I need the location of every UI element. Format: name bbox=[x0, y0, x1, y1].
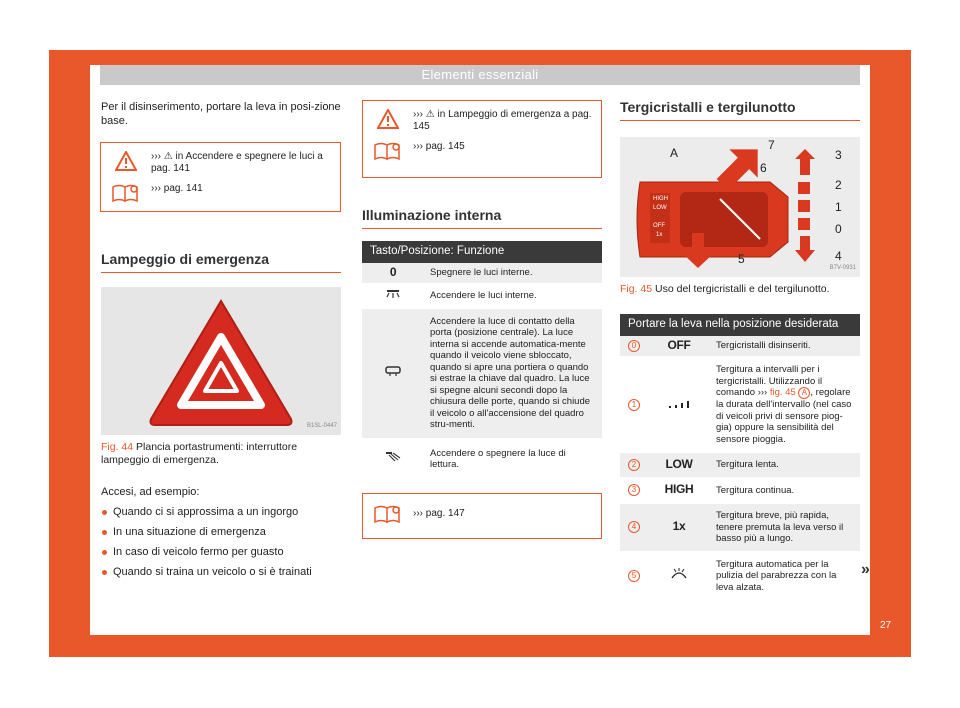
list-item: Quando si traina un veicolo o si è trainati bbox=[101, 565, 341, 579]
note-box bbox=[362, 493, 602, 539]
figure-label-1: 1 bbox=[835, 200, 842, 214]
figure-link[interactable]: fig. 45 bbox=[769, 387, 796, 398]
table-row: 4 1x Tergitura breve, più rapida, tenere premuta la leva verso il basso più a lungo. bbox=[620, 503, 860, 552]
warning-triangle-icon bbox=[101, 151, 151, 171]
stalk-label-high: HIGH bbox=[653, 196, 668, 202]
stalk-label-1x: 1x bbox=[656, 232, 663, 238]
book-note-icon bbox=[101, 183, 151, 203]
intermittent-icon bbox=[648, 357, 710, 452]
table-row: 0 Spegnere le luci interne. bbox=[362, 263, 602, 285]
column-left bbox=[101, 100, 341, 585]
figure-label-6: 6 bbox=[760, 161, 767, 175]
book-note-icon bbox=[363, 141, 413, 161]
figure-label-3: 3 bbox=[835, 148, 842, 162]
examples-intro: Accesi, ad esempio: bbox=[101, 486, 200, 498]
position-badge: 2 bbox=[628, 459, 640, 471]
wiper-positions-table bbox=[620, 314, 860, 601]
interior-light-table bbox=[362, 241, 602, 481]
figure-code: B7V-0931 bbox=[829, 265, 856, 271]
position-badge: 4 bbox=[628, 521, 640, 533]
figure-label-4: 4 bbox=[835, 249, 842, 263]
figure-ref-badge: A bbox=[798, 387, 810, 399]
note-reference[interactable]: ››› pag. 145 bbox=[413, 141, 465, 152]
table-row: Accendere o spegnere la luce di lettura. bbox=[362, 439, 602, 480]
table-header: Tasto/Posizione: Funzione bbox=[362, 241, 602, 263]
figure-label-7: 7 bbox=[768, 138, 775, 152]
column-right bbox=[620, 100, 860, 601]
figure-label-5: 5 bbox=[738, 252, 745, 266]
warning-reference[interactable]: ››› ⚠ in Accendere e spegnere le luci a pag. 141 bbox=[151, 151, 323, 174]
table-row: 5 Tergitura automatica per la pulizia del parabrezza con la leva alzata. bbox=[620, 552, 860, 601]
book-note-icon bbox=[363, 504, 413, 524]
position-badge: 0 bbox=[628, 340, 640, 352]
table-row: 3 HIGH Tergitura continua. bbox=[620, 478, 860, 504]
wiper-stalk-illustration bbox=[620, 137, 860, 277]
position-badge: 1 bbox=[628, 399, 640, 411]
bullet-list bbox=[101, 505, 341, 579]
section-title-hazard: Lampeggio di emergenza bbox=[101, 252, 341, 273]
column-middle bbox=[362, 100, 602, 539]
list-item: Quando ci si approssima a un ingorgo bbox=[101, 505, 341, 519]
table-row: Accendere le luci interne. bbox=[362, 284, 602, 308]
door-icon bbox=[362, 308, 424, 439]
section-title-wipers: Tergicristalli e tergilunotto bbox=[620, 100, 860, 121]
figure-label-2: 2 bbox=[835, 178, 842, 192]
high-symbol: HIGH bbox=[664, 482, 694, 496]
position-badge: 3 bbox=[628, 484, 640, 496]
figure-hazard-switch bbox=[101, 287, 341, 435]
figure-label-0: 0 bbox=[835, 222, 842, 236]
stalk-label-off: OFF bbox=[653, 223, 665, 229]
table-header: Portare la leva nella posizione desiderata bbox=[620, 314, 860, 336]
warning-box bbox=[100, 142, 341, 212]
section-title-interior-light: Illuminazione interna bbox=[362, 208, 602, 229]
table-row: 0 OFF Tergicristalli disinseriti. bbox=[620, 336, 860, 358]
running-header: Elementi essenziali bbox=[100, 65, 860, 85]
figure-caption: Fig. 45 Uso del tergicristalli e del tergilunotto. bbox=[620, 283, 830, 295]
note-reference[interactable]: ››› pag. 147 bbox=[413, 507, 465, 519]
table-row: Accendere la luce di contatto della porta (posizione centrale). La luce interna si accende automatica-mente quando il veicolo viene sbloccato, quando si apre una portiera o quando si estrae la chiave dal quadro. La luce si spegne alcuni secondi dopo la chiusura delle porte, quando si chiude il veicolo o all'accensione del quadro stru-menti. bbox=[362, 308, 602, 439]
warning-triangle-icon bbox=[363, 109, 413, 129]
list-item: In caso di veicolo fermo per guasto bbox=[101, 545, 341, 559]
warning-reference[interactable]: ››› ⚠ in Lampeggio di emergenza a pag. 145 bbox=[413, 109, 592, 132]
hazard-button-illustration bbox=[101, 287, 341, 435]
off-symbol: OFF bbox=[667, 337, 691, 352]
page-number: 27 bbox=[880, 620, 892, 631]
figure-caption: Fig. 44 Plancia portastrumenti: interruttore lampeggio di emergenza. bbox=[101, 441, 298, 466]
continue-marker: » bbox=[861, 561, 870, 578]
low-symbol: LOW bbox=[665, 456, 693, 471]
note-reference[interactable]: ››› pag. 141 bbox=[151, 183, 203, 194]
washer-icon bbox=[648, 552, 710, 601]
table-row: 1 Tergitura a intervalli per i tergicristalli. Utilizzando il comando ››› fig. 45 A , regolare la durata dell'intervallo (nel caso di veicoli privi di sensore piog-gia) oppure la sensibilità del sensore pioggia. bbox=[620, 357, 860, 452]
figure-wiper-stalk bbox=[620, 137, 860, 277]
stalk-label-low: LOW bbox=[653, 205, 667, 211]
position-badge: 5 bbox=[628, 570, 640, 582]
intro-paragraph: Per il disinserimento, portare la leva in posi-zione base. bbox=[101, 101, 341, 127]
figure-code: B1SL-0447 bbox=[306, 423, 337, 429]
figure-label-a: A bbox=[670, 146, 679, 160]
reading-light-icon bbox=[362, 439, 424, 480]
zero-symbol: 0 bbox=[362, 263, 424, 285]
single-wipe-symbol: 1x bbox=[672, 519, 686, 533]
list-item: In una situazione di emergenza bbox=[101, 525, 341, 539]
warning-box bbox=[362, 100, 602, 178]
table-row: 2 LOW Tergitura lenta. bbox=[620, 452, 860, 478]
lamp-icon bbox=[362, 284, 424, 308]
